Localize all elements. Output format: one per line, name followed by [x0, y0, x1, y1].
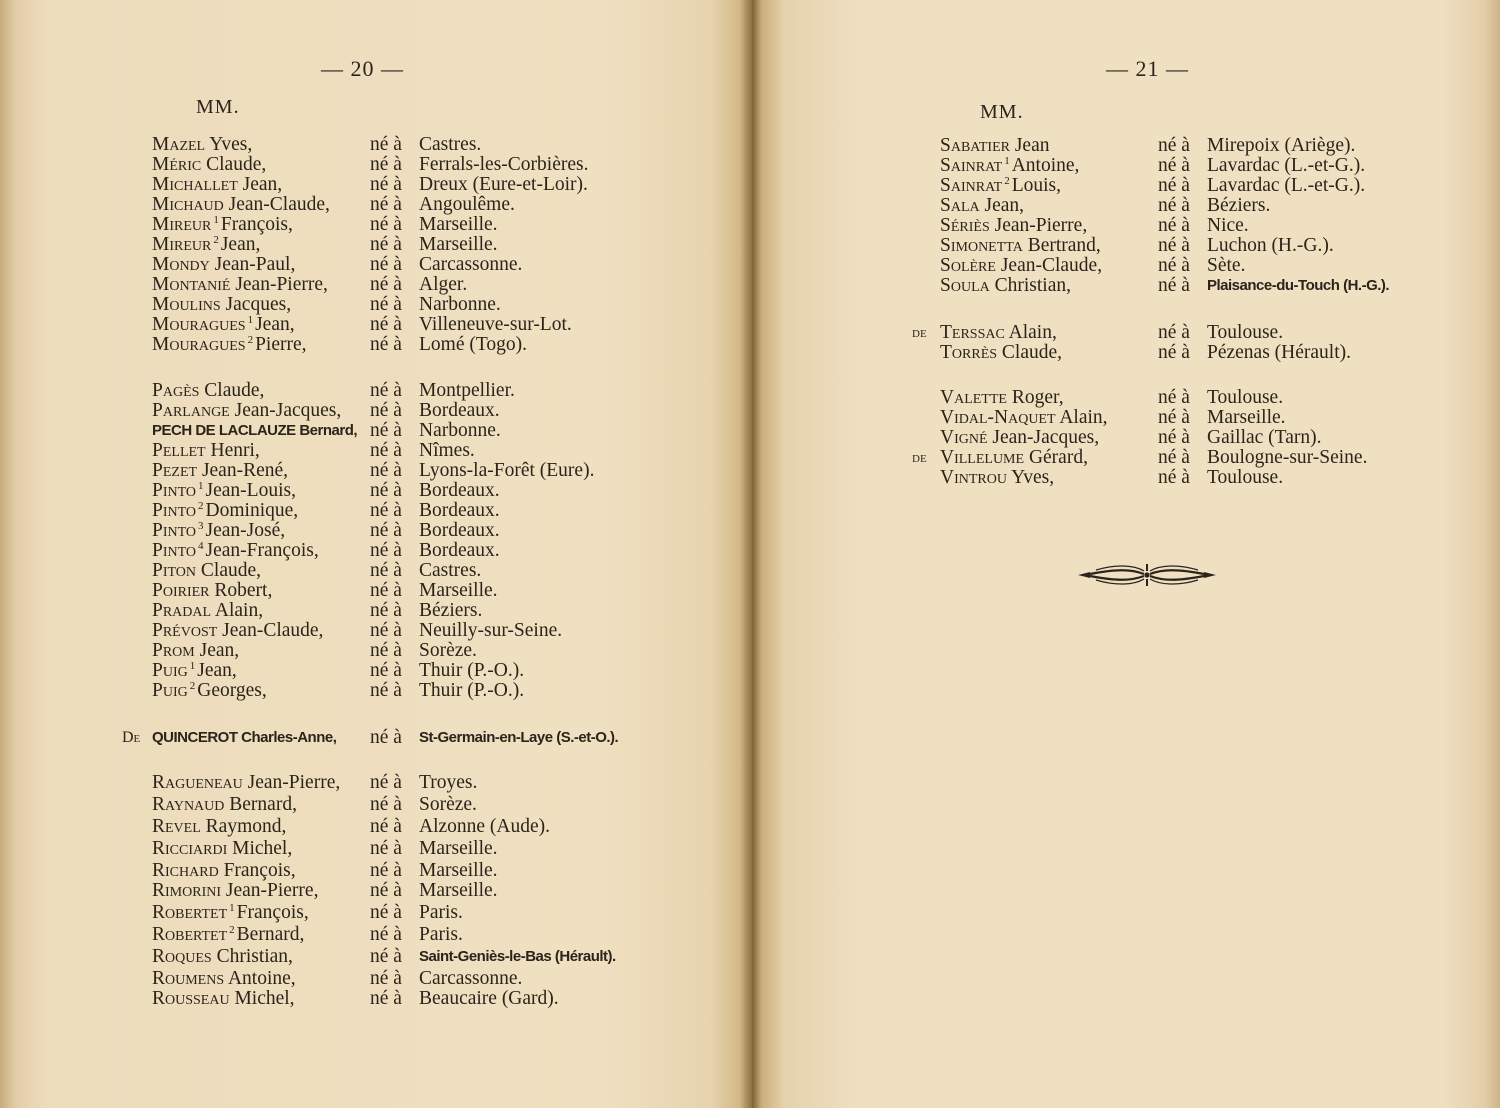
sibling-index: 2	[213, 234, 219, 246]
given-name: François,	[220, 214, 293, 235]
born-at-label: né à	[370, 460, 402, 481]
person-name	[940, 135, 1050, 157]
birthplace: Sorèze.	[419, 794, 477, 815]
surname: PECH DE LACLAUZE	[152, 422, 296, 439]
person-name	[152, 440, 260, 462]
given-name: Bernard,	[229, 794, 297, 815]
person-name	[940, 155, 1079, 177]
surname: Mazel	[152, 134, 206, 155]
born-at-label: né à	[1158, 255, 1190, 276]
born-at-label: né à	[370, 600, 402, 621]
born-at-label: né à	[370, 580, 402, 601]
born-at-label: né à	[370, 134, 402, 155]
surname: Sainrat	[940, 155, 1003, 176]
person-name	[940, 322, 1057, 344]
birthplace: Bordeaux.	[419, 520, 500, 541]
given-name: Alain,	[1008, 322, 1057, 343]
given-name: Jean-José,	[205, 520, 286, 541]
surname: Parlange	[152, 400, 230, 421]
given-name: Jean,	[984, 195, 1025, 216]
person-name	[152, 580, 272, 602]
list-heading: MM.	[196, 96, 240, 118]
surname: Mouragues	[152, 314, 246, 335]
surname: Pinto	[152, 480, 197, 501]
person-name	[940, 215, 1087, 237]
given-name: Jean-Jacques,	[992, 427, 1100, 448]
surname: Rimorini	[152, 880, 221, 901]
birthplace: Narbonne.	[419, 294, 501, 315]
surname: Vidal-Naquet	[940, 407, 1056, 428]
given-name: Jean-Louis,	[205, 480, 296, 501]
birthplace: Marseille.	[419, 580, 498, 601]
surname: Simonetta	[940, 235, 1023, 256]
given-name: Jean,	[220, 234, 261, 255]
person-name	[152, 460, 288, 482]
person-name	[152, 500, 298, 522]
birthplace: Beaucaire (Gard).	[419, 988, 559, 1009]
born-at-label: né à	[370, 680, 402, 701]
page-number: — 21 —	[1106, 56, 1189, 81]
given-name: Bernard,	[236, 924, 305, 945]
right-page	[752, 0, 1500, 1108]
given-name: Jean-Pierre,	[235, 274, 328, 295]
given-name: Jean,	[242, 174, 283, 195]
born-at-label: né à	[370, 838, 402, 859]
sibling-index: 2	[1004, 175, 1010, 187]
given-name: Jean-René,	[201, 460, 289, 481]
surname: Rousseau	[152, 988, 230, 1009]
birthplace: Marseille.	[419, 838, 498, 859]
decorative-ornament-icon	[1076, 560, 1218, 590]
birthplace: Luchon (H.-G.).	[1207, 235, 1334, 256]
birthplace: Bordeaux.	[419, 540, 500, 561]
person-name	[152, 560, 261, 582]
birthplace: Thuir (P.-O.).	[419, 660, 525, 681]
given-name: Claude,	[200, 560, 262, 581]
given-name: Roger,	[1011, 387, 1064, 408]
born-at-label: né à	[370, 480, 402, 501]
born-at-label: né à	[1158, 135, 1190, 156]
sibling-index: 2	[229, 924, 235, 936]
given-name: Michel,	[234, 988, 295, 1009]
given-name: Charles-Anne,	[241, 729, 337, 746]
sibling-index: 2	[189, 680, 196, 692]
person-name	[152, 838, 292, 860]
person-name	[152, 134, 252, 156]
person-name	[152, 946, 293, 968]
born-at-label: né à	[370, 154, 402, 175]
birthplace: Thuir (P.-O.).	[419, 680, 525, 701]
person-name	[940, 407, 1108, 429]
surname: Terssac	[940, 322, 1005, 343]
person-name	[152, 902, 309, 924]
sibling-index: 4	[198, 540, 204, 552]
birthplace: Paris.	[419, 902, 463, 923]
birthplace: Marseille.	[419, 880, 498, 901]
surname: Raynaud	[152, 794, 225, 815]
name-particle: De	[122, 729, 141, 746]
given-name: Antoine,	[227, 968, 296, 989]
born-at-label: né à	[370, 440, 402, 461]
born-at-label: né à	[370, 500, 402, 521]
birthplace: Sète.	[1207, 255, 1246, 276]
person-name	[152, 274, 328, 296]
person-name	[940, 387, 1064, 409]
person-name	[152, 294, 291, 316]
born-at-label: né à	[370, 946, 402, 967]
born-at-label: né à	[1158, 322, 1190, 343]
person-name	[152, 334, 307, 356]
person-name	[152, 214, 293, 236]
person-name	[152, 154, 266, 176]
given-name: Jean-François,	[205, 540, 319, 561]
birthplace: Toulouse.	[1207, 387, 1284, 408]
born-at-label: né à	[1158, 407, 1190, 428]
person-name	[152, 480, 296, 502]
given-name: Bernard,	[299, 422, 358, 439]
born-at-label: né à	[370, 294, 402, 315]
given-name: Jean-Jacques,	[234, 400, 342, 421]
given-name: Gérard,	[1028, 447, 1088, 468]
birthplace: Carcassonne.	[419, 254, 523, 275]
surname: Puig	[152, 660, 188, 681]
surname: Moulins	[152, 294, 221, 315]
person-name	[152, 420, 357, 442]
born-at-label: né à	[1158, 427, 1190, 448]
born-at-label: né à	[370, 924, 402, 945]
given-name: Claude,	[206, 154, 267, 175]
name-list	[752, 0, 1500, 1108]
person-name	[152, 234, 260, 256]
birthplace: Saint-Geniès-le-Bas (Hérault).	[419, 948, 616, 965]
born-at-label: né à	[370, 400, 402, 421]
person-name	[940, 447, 1088, 469]
person-name	[152, 924, 304, 946]
surname: Poirier	[152, 580, 210, 601]
given-name: Michel,	[232, 838, 293, 859]
born-at-label: né à	[1158, 235, 1190, 256]
person-name	[152, 194, 330, 216]
given-name: Jean	[1014, 135, 1050, 156]
given-name: Yves,	[1011, 467, 1055, 488]
birthplace: Angoulême.	[419, 194, 515, 215]
born-at-label: né à	[1158, 175, 1190, 196]
person-name	[152, 254, 295, 276]
surname: Mireur	[152, 234, 212, 255]
birthplace: Bordeaux.	[419, 480, 500, 501]
birthplace: Nice.	[1207, 215, 1249, 236]
born-at-label: né à	[370, 420, 402, 441]
birthplace: Narbonne.	[419, 420, 501, 441]
person-name	[152, 772, 340, 794]
given-name: Jean-Claude,	[222, 620, 324, 641]
surname: Puig	[152, 680, 188, 701]
born-at-label: né à	[1158, 387, 1190, 408]
given-name: Jacques,	[225, 294, 292, 315]
born-at-label: né à	[370, 194, 402, 215]
surname: Pinto	[152, 500, 197, 521]
given-name: Raymond,	[205, 816, 287, 837]
person-name	[152, 520, 285, 542]
birthplace: Paris.	[419, 924, 463, 945]
given-name: François,	[223, 860, 296, 881]
born-at-label: né à	[370, 880, 402, 901]
given-name: Jean,	[197, 660, 237, 681]
person-name	[940, 235, 1101, 257]
surname: Pinto	[152, 520, 197, 541]
given-name: Henri,	[210, 440, 260, 461]
list-heading: MM.	[980, 101, 1024, 123]
person-name	[152, 880, 318, 902]
birthplace: Marseille.	[419, 214, 498, 235]
person-name	[940, 275, 1071, 297]
birthplace: Lavardac (L.-et-G.).	[1207, 155, 1366, 176]
surname: Pagès	[152, 380, 200, 401]
birthplace: Mirepoix (Ariège).	[1207, 135, 1356, 156]
surname: Pezet	[152, 460, 198, 481]
born-at-label: né à	[370, 540, 402, 561]
born-at-label: né à	[370, 794, 402, 815]
birthplace: Béziers.	[419, 600, 483, 621]
surname: Torrès	[940, 342, 998, 363]
birthplace: Toulouse.	[1207, 322, 1284, 343]
born-at-label: né à	[370, 274, 402, 295]
person-name	[152, 640, 239, 662]
born-at-label: né à	[370, 640, 402, 661]
person-name	[152, 620, 323, 642]
given-name: Jean,	[255, 314, 295, 335]
surname: Mouragues	[152, 334, 246, 355]
name-particle: de	[912, 324, 927, 341]
birthplace: Bordeaux.	[419, 500, 500, 521]
given-name: Antoine,	[1011, 155, 1080, 176]
name-particle: de	[912, 449, 927, 466]
surname: Michallet	[152, 174, 238, 195]
sibling-index: 1	[247, 314, 254, 326]
born-at-label: né à	[370, 968, 402, 989]
born-at-label: né à	[370, 234, 402, 255]
sibling-index: 3	[198, 520, 204, 532]
given-name: Alain,	[214, 600, 264, 621]
born-at-label: né à	[370, 988, 402, 1009]
born-at-label: né à	[370, 727, 402, 748]
birthplace: Boulogne-sur-Seine.	[1207, 447, 1368, 468]
surname: Ragueneau	[152, 772, 243, 793]
birthplace: Alger.	[419, 274, 468, 295]
born-at-label: né à	[1158, 467, 1190, 488]
surname: Mondy	[152, 254, 210, 275]
person-name	[940, 427, 1099, 449]
born-at-label: né à	[1158, 195, 1190, 216]
surname: Ricciardi	[152, 838, 228, 859]
surname: Robertet	[152, 902, 228, 923]
birthplace: Marseille.	[419, 860, 498, 881]
surname: Villelume	[940, 447, 1025, 468]
born-at-label: né à	[370, 902, 402, 923]
surname: Sala	[940, 195, 980, 216]
born-at-label: né à	[370, 380, 402, 401]
born-at-label: né à	[370, 660, 402, 681]
born-at-label: né à	[370, 860, 402, 881]
person-name	[152, 540, 319, 562]
surname: Richard	[152, 860, 219, 881]
born-at-label: né à	[370, 620, 402, 641]
birthplace: Bordeaux.	[419, 400, 500, 421]
given-name: François,	[236, 902, 309, 923]
birthplace: Lomé (Togo).	[419, 334, 528, 355]
person-name	[152, 314, 295, 336]
person-name	[152, 727, 336, 749]
birthplace: Troyes.	[419, 772, 478, 793]
given-name: Jean-Claude,	[1000, 255, 1103, 276]
birthplace: St-Germain-en-Laye (S.-et-O.).	[419, 729, 619, 746]
surname: Pinto	[152, 540, 197, 561]
born-at-label: né à	[370, 772, 402, 793]
birthplace: Marseille.	[1207, 407, 1286, 428]
sibling-index: 1	[198, 480, 204, 492]
birthplace: Montpellier.	[419, 380, 515, 401]
person-name	[152, 988, 295, 1010]
surname: Roques	[152, 946, 212, 967]
given-name: Jean-Paul,	[214, 254, 296, 275]
surname: Prévost	[152, 620, 218, 641]
born-at-label: né à	[370, 174, 402, 195]
surname: Pradal	[152, 600, 212, 621]
surname: Robertet	[152, 924, 228, 945]
birthplace: Pézenas (Hérault).	[1207, 342, 1352, 363]
person-name	[940, 175, 1061, 197]
birthplace: Castres.	[419, 134, 482, 155]
person-name	[152, 174, 282, 196]
person-name	[152, 680, 267, 702]
person-name	[940, 467, 1054, 489]
surname: Valette	[940, 387, 1007, 408]
born-at-label: né à	[1158, 447, 1190, 468]
sibling-index: 2	[198, 500, 204, 512]
person-name	[152, 860, 296, 882]
surname: Sainrat	[940, 175, 1003, 196]
birthplace: Béziers.	[1207, 195, 1271, 216]
birthplace: Dreux (Eure-et-Loir).	[419, 174, 588, 195]
given-name: Alain,	[1059, 407, 1108, 428]
person-name	[152, 968, 296, 990]
birthplace: Castres.	[419, 560, 482, 581]
surname: Pellet	[152, 440, 206, 461]
born-at-label: né à	[370, 254, 402, 275]
born-at-label: né à	[370, 560, 402, 581]
born-at-label: né à	[1158, 215, 1190, 236]
birthplace: Sorèze.	[419, 640, 477, 661]
born-at-label: né à	[1158, 342, 1190, 363]
given-name: Jean-Pierre,	[225, 880, 319, 901]
given-name: Georges,	[197, 680, 267, 701]
given-name: Christian,	[216, 946, 293, 967]
born-at-label: né à	[370, 520, 402, 541]
given-name: Claude,	[1001, 342, 1063, 363]
surname: Mireur	[152, 214, 212, 235]
sibling-index: 1	[229, 902, 235, 914]
given-name: Jean,	[199, 640, 240, 661]
person-name	[152, 660, 237, 682]
page-number: — 20 —	[321, 56, 404, 81]
surname: Roumens	[152, 968, 225, 989]
born-at-label: né à	[370, 314, 402, 335]
sibling-index: 1	[213, 214, 219, 226]
person-name	[152, 794, 297, 816]
surname: Prom	[152, 640, 195, 661]
birthplace: Toulouse.	[1207, 467, 1284, 488]
birthplace: Neuilly-sur-Seine.	[419, 620, 563, 641]
surname: Sabatier	[940, 135, 1010, 156]
given-name: Jean-Claude,	[228, 194, 330, 215]
birthplace: Ferrals-les-Corbières.	[419, 154, 589, 175]
surname: Vintrou	[940, 467, 1007, 488]
surname: Sériès	[940, 215, 990, 236]
person-name	[152, 600, 263, 622]
birthplace: Lavardac (L.-et-G.).	[1207, 175, 1366, 196]
born-at-label: né à	[370, 334, 402, 355]
birthplace: Gaillac (Tarn).	[1207, 427, 1322, 448]
sibling-index: 2	[247, 334, 254, 346]
person-name	[152, 380, 264, 402]
person-name	[152, 816, 286, 838]
given-name: Pierre,	[255, 334, 307, 355]
given-name: Jean-Pierre,	[994, 215, 1088, 236]
birthplace: Nîmes.	[419, 440, 475, 461]
birthplace: Carcassonne.	[419, 968, 523, 989]
person-name	[152, 400, 341, 422]
given-name: Christian,	[994, 275, 1071, 296]
surname: Revel	[152, 816, 201, 837]
given-name: Robert,	[214, 580, 273, 601]
person-name	[940, 342, 1062, 364]
sibling-index: 1	[189, 660, 196, 672]
given-name: Bertrand,	[1027, 235, 1101, 256]
birthplace: Alzonne (Aude).	[419, 816, 551, 837]
birthplace: Marseille.	[419, 234, 498, 255]
surname: Soula	[940, 275, 990, 296]
birthplace: Villeneuve-sur-Lot.	[419, 314, 572, 335]
surname: QUINCEROT	[152, 729, 238, 746]
given-name: Yves,	[209, 134, 253, 155]
surname: Méric	[152, 154, 202, 175]
born-at-label: né à	[1158, 275, 1190, 296]
sibling-index: 1	[1004, 155, 1010, 167]
born-at-label: né à	[370, 214, 402, 235]
given-name: Jean-Pierre,	[247, 772, 341, 793]
birthplace: Plaisance-du-Touch (H.-G.).	[1207, 277, 1390, 294]
surname: Montanié	[152, 274, 231, 295]
born-at-label: né à	[1158, 155, 1190, 176]
given-name: Claude,	[204, 380, 265, 401]
given-name: Dominique,	[205, 500, 299, 521]
person-name	[940, 195, 1024, 217]
born-at-label: né à	[370, 816, 402, 837]
surname: Michaud	[152, 194, 224, 215]
person-name	[940, 255, 1102, 277]
given-name: Louis,	[1011, 175, 1061, 196]
surname: Piton	[152, 560, 197, 581]
surname: Vigné	[940, 427, 988, 448]
surname: Solère	[940, 255, 996, 276]
birthplace: Lyons-la-Forêt (Eure).	[419, 460, 595, 481]
